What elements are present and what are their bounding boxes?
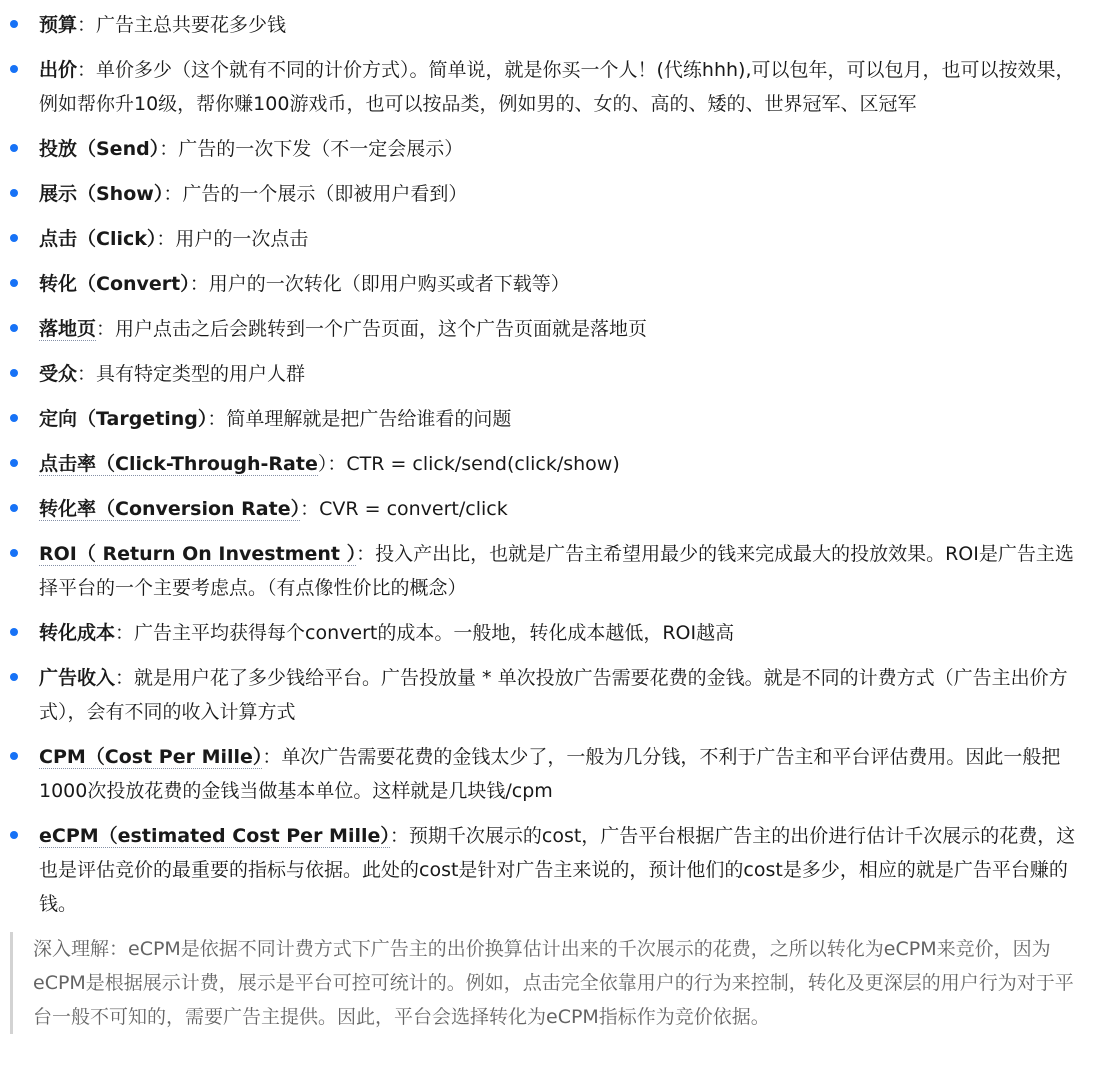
term-description: ：具有特定类型的用户人群 bbox=[77, 363, 306, 385]
term-description: ：CTR = click/send(click/show) bbox=[327, 453, 620, 475]
bullet-dot bbox=[10, 414, 18, 422]
term-description: ：投入产出比，也就是广告主希望用最少的钱来完成最大的投放效果。ROI是广告主选择平台的一个主要考虑点。（有点像性价比的概念） bbox=[39, 543, 1074, 599]
term-item-send bbox=[10, 132, 1090, 166]
bullet-dot bbox=[10, 189, 18, 197]
term-description: ：用户点击之后会跳转到一个广告页面，这个广告页面就是落地页 bbox=[96, 318, 648, 340]
term-item-targeting bbox=[10, 402, 1090, 436]
term-description: ：就是用户花了多少钱给平台。广告投放量 * 单次投放广告需要花费的金钱。就是不同的计费方式（广告主出价方式），会有不同的收入计算方式 bbox=[39, 667, 1068, 723]
bullet-dot bbox=[10, 65, 18, 73]
term-label: 投放（Send） bbox=[39, 138, 160, 160]
term-description: ：预期千次展示的cost，广告平台根据广告主的出价进行估计千次展示的花费，这也是评估竞价的最重要的指标与依据。此处的cost是针对广告主来说的，预计他们的cost是多少，相应的就是广告平台赚的钱。 bbox=[39, 825, 1076, 915]
term-label-link[interactable]: eCPM（estimated Cost Per Mille） bbox=[39, 825, 390, 847]
term-item-bid bbox=[10, 53, 1090, 121]
term-item-cpm bbox=[10, 740, 1090, 808]
bullet-dot bbox=[10, 324, 18, 332]
term-list bbox=[10, 8, 1090, 921]
term-label-link[interactable]: 落地页 bbox=[39, 318, 97, 340]
term-label: 定向（Targeting） bbox=[39, 408, 208, 430]
blockquote-deep-understanding: 深入理解：eCPM是依据不同计费方式下广告主的出价换算估计出来的千次展示的花费，之所以转化为eCPM来竞价，因为eCPM是根据展示计费，展示是平台可控可统计的。例如，点击完全依靠用户的行为来控制，转化及更深层的用户行为对于平台一般不可知的，需要广告主提供。因此，平台会选择转化为eCPM指标作为竞价依据。 bbox=[10, 932, 1090, 1034]
term-description: ：广告主平均获得每个convert的成本。一般地，转化成本越低，ROI越高 bbox=[115, 622, 735, 644]
bullet-dot bbox=[10, 20, 18, 28]
term-label: 受众 bbox=[39, 363, 78, 385]
bullet-dot bbox=[10, 752, 18, 760]
term-label-link[interactable]: ROI（ Return On Investment ） bbox=[39, 543, 357, 565]
term-item-show bbox=[10, 177, 1090, 211]
term-item-conversion-cost bbox=[10, 616, 1090, 650]
term-description: ：用户的一次点击 bbox=[156, 228, 309, 250]
term-label: 预算 bbox=[39, 14, 78, 36]
term-label: 展示（Show） bbox=[39, 183, 164, 205]
term-item-audience bbox=[10, 357, 1090, 391]
bullet-dot bbox=[10, 831, 18, 839]
bullet-dot bbox=[10, 628, 18, 636]
term-label-tail: ） bbox=[317, 453, 328, 475]
bullet-dot bbox=[10, 369, 18, 377]
term-item-roi bbox=[10, 537, 1090, 605]
term-label: 出价 bbox=[39, 59, 78, 81]
bullet-dot bbox=[10, 234, 18, 242]
bullet-dot bbox=[10, 459, 18, 467]
term-item-ad-revenue bbox=[10, 661, 1090, 729]
term-item-ecpm bbox=[10, 819, 1090, 921]
term-description: ：单价多少（这个就有不同的计价方式）。简单说，就是你买一个人！(代练hhh),可以包年，可以包月，也可以按效果，例如帮你升10级，帮你赚100游戏币，也可以按品类，例如男的、女的、高的、矮的、世界冠军、区冠军 bbox=[39, 59, 1075, 115]
term-item-cvr bbox=[10, 492, 1090, 526]
bullet-dot bbox=[10, 673, 18, 681]
term-description: ：CVR = convert/click bbox=[300, 498, 508, 520]
term-label: 转化成本 bbox=[39, 622, 116, 644]
term-description: ：单次广告需要花费的金钱太少了，一般为几分钱，不利于广告主和平台评估费用。因此一般把1000次投放花费的金钱当做基本单位。这样就是几块钱/cpm bbox=[39, 746, 1061, 802]
bullet-dot bbox=[10, 504, 18, 512]
term-label-link[interactable]: 转化率（Conversion Rate） bbox=[39, 498, 301, 520]
bullet-dot bbox=[10, 144, 18, 152]
term-item-ctr bbox=[10, 447, 1090, 481]
term-item-budget bbox=[10, 8, 1090, 42]
term-item-landing-page bbox=[10, 312, 1090, 346]
bullet-dot bbox=[10, 279, 18, 287]
term-label: 广告收入 bbox=[39, 667, 116, 689]
term-item-click bbox=[10, 222, 1090, 256]
term-label: 点击（Click） bbox=[39, 228, 157, 250]
term-label: 转化（Convert） bbox=[39, 273, 190, 295]
term-label-link[interactable]: 点击率（Click-Through-Rate bbox=[39, 453, 318, 475]
bullet-dot bbox=[10, 549, 18, 557]
term-item-convert bbox=[10, 267, 1090, 301]
term-description: ：广告的一次下发（不一定会展示） bbox=[159, 138, 464, 160]
term-description: ：用户的一次转化（即用户购买或者下载等） bbox=[189, 273, 570, 295]
term-label-link[interactable]: CPM（Cost Per Mille） bbox=[39, 746, 263, 768]
term-description: ：广告主总共要花多少钱 bbox=[77, 14, 287, 36]
term-description: ：广告的一个展示（即被用户看到） bbox=[163, 183, 468, 205]
term-description: ：简单理解就是把广告给谁看的问题 bbox=[207, 408, 512, 430]
